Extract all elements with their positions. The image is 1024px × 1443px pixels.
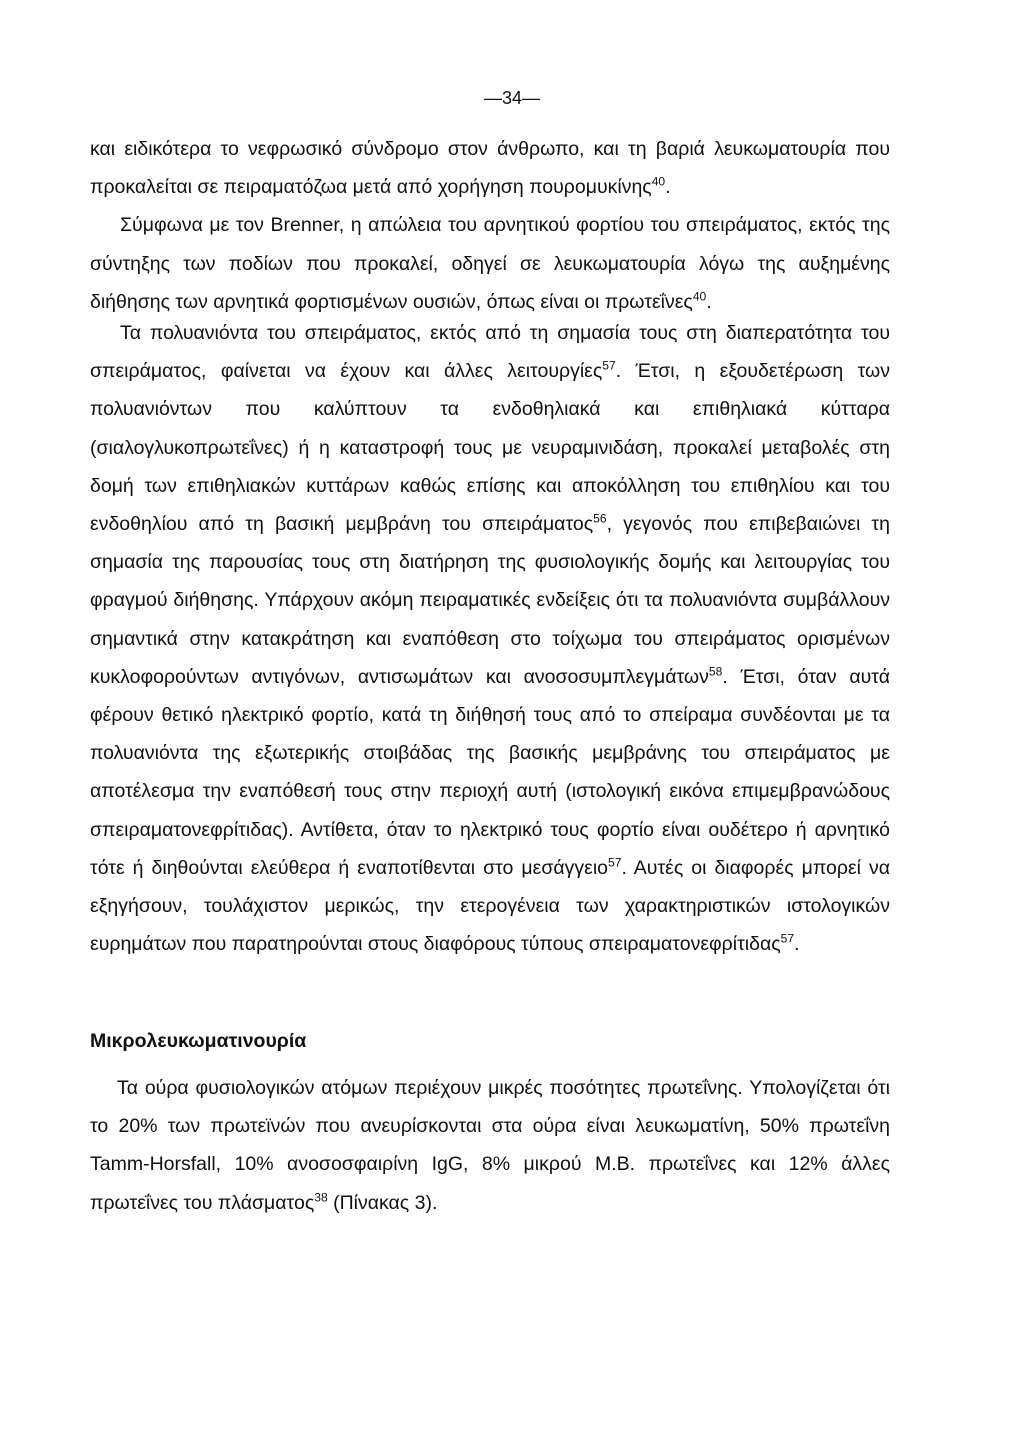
text-run: .: [794, 933, 800, 956]
citation-ref: 57: [780, 931, 795, 946]
citation-ref: 58: [708, 664, 723, 679]
paragraph-continuation: [90, 130, 890, 206]
text-run: . Έτσι, όταν αυτά φέρουν θετικό ηλεκτρικό φορτίο, κατά τη διήθησή τους από το σπείραμα συνδέονται με τα πολυανιόντα της εξωτερικής στοιβάδας της βασικής μεμβράνης του σπειράματος με αποτέλεσμα την εναπόθεσή τους στην περιοχή αυτή (ιστολογική εικόνα επιμεμβρανώδους σπειραματονεφρίτιδας). Αντίθετα, όταν το ηλεκτρικό τους φορτίο είναι ουδέτερο ή αρνητικό τότε ή διηθούνται ελεύθερα ή εναποτίθενται στο μεσάγγειο: [90, 665, 890, 879]
citation-ref: 40: [692, 289, 707, 304]
text-block-polyanions: [90, 314, 890, 963]
text-run: . Έτσι, η εξουδετέρωση των πολυανιόντων που καλύπτουν τα ενδοθηλιακά και επιθηλιακά κύτταρα (σιαλογλυκοπρωτεΐνες) ή η καταστροφή τους με νευραμινιδάση, προκαλεί μεταβολές στη δομή των επιθηλιακών κυττάρων καθώς επίσης και αποκόλληση του επιθηλίου και του ενδοθηλίου από τη βασική μεμβράνη του σπειράματος: [90, 360, 891, 536]
citation-ref: 56: [593, 511, 607, 526]
section-heading: Μικρολευκωματινουρία: [90, 1030, 307, 1052]
text-run: Τα ούρα φυσιολογικών ατόμων περιέχουν μικρές ποσότητες πρωτεΐνης. Υπολογίζεται ότι το 20% των πρωτεϊνών που ανευρίσκονται στα ούρα είναι λευκωματίνη, 50% πρωτεΐνη Tamm-Horsfall, 10% ανοσοσφαιρίνη IgG, 8% μικρού Μ.Β. πρωτεΐνες και 12% άλλες πρωτεΐνες του πλάσματος: [90, 1077, 890, 1214]
text-run: . Αυτές οι διαφορές μπορεί να εξηγήσουν, τουλάχιστον μερικώς, την ετερογένεια των χαρακτηριστικών ιστολογικών ευρημάτων που παρατηρούνται στους διαφόρους τύπους σπειραματονεφρίτιδας: [90, 856, 891, 956]
paragraph-text: Σύμφωνα με τον Brenner, η απώλεια του αρνητικού φορτίου του σπειράματος, εκτός της σύντηξης των ποδίων που προκαλεί, οδηγεί σε λευκωματουρία λόγω της αυξημένης διήθησης των αρνητικά φορτισμένων ουσιών, όπως είναι οι πρωτεΐνες: [90, 214, 890, 313]
citation-ref: 57: [608, 855, 622, 870]
citation-ref: 38: [314, 1190, 328, 1205]
paragraph-text: και ειδικότερα το νεφρωσικό σύνδρομο στον άνθρωπο, και τη βαριά λευκωματουρία που προκαλείται σε πειραματόζωα μετά από χορήγηση πουρομυκίνης: [90, 138, 890, 199]
text-run: , γεγονός που επιβεβαιώνει τη σημασία της παρουσίας τους στη διατήρηση της φυσιολογικής δομής και λειτουργίας του φραγμού διήθησης. Υπάρχουν ακόμη πειραματικές ενδείξεις ότι τα πολυανιόντα συμβάλλουν σημαντικά στην κατακράτηση και εναπόθεση στο τοίχωμα του σπειράματος ορισμένων κυκλοφορούντων αντιγόνων, αντισωμάτων και ανοσοσυμπλεγμάτων: [90, 513, 890, 688]
paragraph-polyanions: [90, 314, 890, 963]
text-block-top: [90, 130, 890, 321]
text-run: Τα πολυανιόντα του σπειράματος, εκτός από τη σημασία τους στη διαπερατότητα του σπειράματος, φαίνεται να έχουν και άλλες λειτουργίες: [90, 322, 890, 383]
paragraph-end: .: [706, 290, 712, 313]
paragraph-end: .: [665, 176, 671, 199]
paragraph-urine-proteins: [90, 1069, 890, 1222]
text-run: (Πίνακας 3).: [327, 1191, 438, 1214]
page-number: —34—: [483, 88, 541, 108]
paragraph-brenner: [90, 206, 890, 321]
citation-ref: 57: [602, 358, 616, 373]
citation-ref: 40: [651, 174, 666, 189]
text-block-microalbumin: [90, 1069, 890, 1222]
